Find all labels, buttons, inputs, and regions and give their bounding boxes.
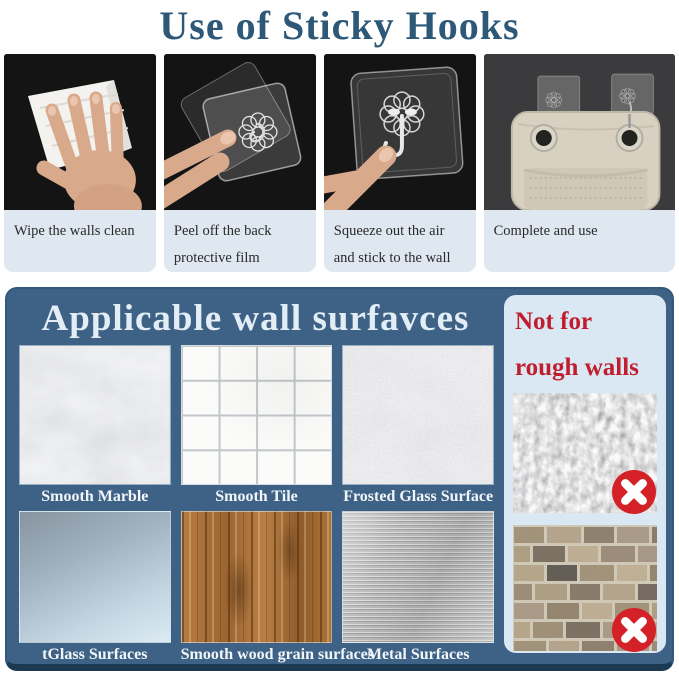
step-1 [4, 54, 156, 272]
usage-steps [0, 52, 679, 272]
step-3-caption: Squeeze out the air and stick to the wall [324, 210, 476, 272]
surface-smooth-marble: Smooth Marble [19, 345, 171, 509]
step-4 [484, 54, 675, 272]
step-4-caption: Complete and use [484, 210, 675, 272]
surface-tglass: tGlass Surfaces [19, 511, 171, 667]
rough-stucco-wall-image [513, 393, 657, 513]
wood-texture-image [181, 511, 333, 643]
step-3 [324, 54, 476, 272]
step-1-caption: Wipe the walls clean [4, 210, 156, 272]
step-2-caption: Peel off the back protective film [164, 210, 316, 272]
metal-texture-image [342, 511, 494, 643]
step-4-photo [484, 54, 675, 210]
warning-text-line-2: rough walls [515, 354, 639, 381]
x-circle-icon [611, 469, 657, 515]
hand-wiping-wall-illustration [4, 54, 156, 210]
surface-grid-row-1 [15, 343, 496, 509]
x-circle-icon [611, 607, 657, 653]
marble-texture-image [19, 345, 171, 485]
page-title: Use of Sticky Hooks [159, 3, 520, 48]
warning-text-line-1: Not for [515, 308, 593, 335]
glass-texture-image [19, 511, 171, 643]
surface-wood-grain: Smooth wood grain surfaces [181, 511, 333, 667]
not-for-rough-walls-panel [504, 295, 666, 653]
step-2 [164, 54, 316, 272]
frosted-glass-texture-image [342, 345, 494, 485]
surfaces-section-title: Applicable wall surfavces [41, 298, 470, 339]
step-1-photo [4, 54, 156, 210]
surface-smooth-tile: Smooth Tile [181, 345, 333, 509]
surface-grid-row-2 [15, 509, 496, 667]
hooks-holding-organizer-illustration [484, 54, 675, 210]
applicable-surfaces-panel [5, 287, 674, 671]
surface-frosted-glass: Frosted Glass Surface [342, 345, 494, 509]
peel-film-illustration [164, 54, 316, 210]
step-3-photo [324, 54, 476, 210]
brick-wall-image [513, 525, 657, 651]
surface-metal: Metal Surfaces [342, 511, 494, 667]
step-2-photo [164, 54, 316, 210]
tile-texture-image [181, 345, 333, 485]
press-hook-illustration [324, 54, 476, 210]
